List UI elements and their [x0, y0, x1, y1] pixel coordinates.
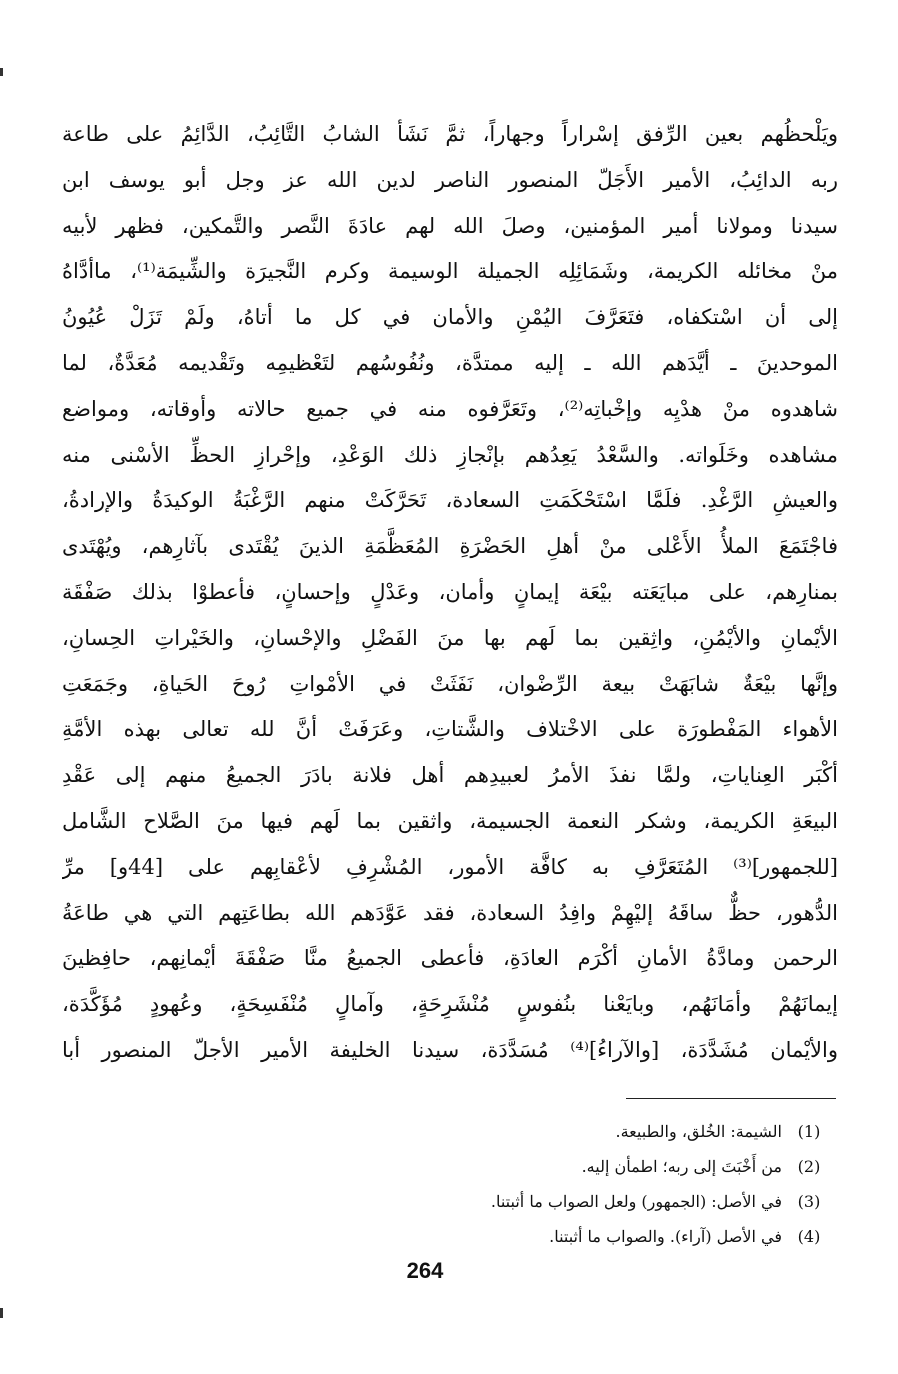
- footnote-item: [316, 1219, 836, 1254]
- scan-artifact: [0, 1308, 3, 1318]
- text-line: فاجْتَمَعَ الملأُ الأَعْلى منْ أهلِ الحَضْرَةِ المُعَظَّمَةِ الذينَ يُقْتَدى بآثارِهم، ويُهْتَدى: [62, 534, 838, 559]
- footnote-text: في الأصل (آراء). والصواب ما أثبتنا.: [549, 1227, 782, 1246]
- text-line: الموحدينَ ـ أيَّدَهم الله ـ إليه ممتدَّة، ونُفُوسُهم لتَعْظيمِه وتَقْديمه مُعَدَّةٌ، لما: [62, 350, 838, 375]
- scan-artifact: [0, 68, 3, 76]
- text-line: منْ مخائله الكريمة، وشَمَائِلِه الجميلة الوسيمة وكرم النَّجيرَة والشِّيمَة⁽¹⁾، ماأدَّاهُ: [62, 259, 838, 284]
- text-line: إلى أن اسْتكفاه، فتَعَرَّفَ اليُمْنِ والأمان في كل ما أتاهُ، ولَمْ تَزَلْ عُيُونُ: [62, 305, 838, 330]
- page-number: 264: [406, 1258, 444, 1283]
- text-line: البيعَةِ الكريمة، وشكر النعمة الجسيمة، واثقين بما لَهم فيها منَ الصَّلاح الشَّامل: [62, 808, 838, 833]
- text-line: والأيْمان مُشَدَّدَة، [والآراءُ]⁽⁴⁾ مُسَدَّدَة، سيدنا الخليفة الأمير الأجلّ المنصور أبا: [62, 1037, 838, 1062]
- main-text: [62, 112, 838, 1074]
- text-line: شاهدوه منْ هدْيِه وإخْباتِه⁽²⁾، وتَعَرَّفوه منه في جميع حالاته وأوقاته، ومواضع: [62, 396, 838, 421]
- text-line: الرحمن ومادَّةُ الأمانِ أكْرَم العادَةِ، فأعطى الجميعُ منَّا صَفْقَةَ أيْمانِهم، حافِظينَ: [62, 946, 838, 971]
- footnote-text: من أَخْبَتَ إلى ربه؛ اطمأن إليه.: [581, 1157, 782, 1176]
- footnotes: [316, 1114, 836, 1254]
- footnote-number: (3): [797, 1192, 821, 1211]
- text-line: والعيشِ الرَّغْدِ. فلَمَّا اسْتَحْكَمَتِ السعادة، تَحَرَّكَتْ منهم الرَّغْبَةُ الوكيدَةُ والإرادةُ،: [62, 488, 838, 513]
- footnote-text: في الأصل: (الجمهور) ولعل الصواب ما أثبتنا.: [490, 1192, 782, 1211]
- text-line: أكْبَر العِناياتِ، ولمَّا نفذَ الأمرُ لعبيدِهم أهل فلانة بادَرَ الجميعُ منهم إلى عَقْدِ: [62, 763, 838, 788]
- text-line: إيمانَهُمْ وأمَانَهُم، وبايَعْنا بنُفوسٍ مُنْشَرِحَةٍ، وآمالٍ مُنْفَسِحَةٍ، وعُهودٍ مُؤَكَّدَة،: [62, 992, 838, 1017]
- footnote-divider: [626, 1098, 836, 1099]
- footnote-number: (1): [797, 1122, 821, 1141]
- text-line: الأهواء المَفْطورَة على الاخْتلاف والشَّتاتِ، وعَرَفَتْ أنَّ لله تعالى بهذه الأمَّةِ: [62, 717, 838, 742]
- footnote-item: [316, 1149, 836, 1184]
- text-line: ربه الدائِبُ، الأمير الأَجَلّ المنصور الناصر لدين الله عز وجل أبو يوسف ابن: [62, 167, 838, 192]
- footnote-text: الشيمة: الخُلق، والطبيعة.: [615, 1122, 782, 1141]
- text-line: الدُّهور، حظٌّ ساقَهُ إليْهِمْ وافِدُ السعادة، فقد عَوَّدَهم الله بطاعَتِهم التي هي طاعَةُ: [62, 900, 838, 925]
- text-line: سيدنا ومولانا أمير المؤمنين، وصلَ الله لهم عادَةَ النَّصر والتَّمكين، فظهر لأبيه: [62, 213, 838, 238]
- text-line: الأيْمانِ والأيْمُنِ، واثِقين بما لَهم بها منَ الفَضْلِ والإحْسانِ، والخَيْراتِ الحِسانِ،: [62, 625, 838, 650]
- footnote-item: [316, 1114, 836, 1149]
- text-line: وإنَّها بيْعَةٌ شابَهَتْ بيعة الرِّضْوان، نَفَثَتْ في الأمْواتِ رُوحَ الحَياةِ، وجَمَعَتِ: [62, 671, 838, 696]
- text-line: [للجمهور]⁽³⁾ المُتَعَرَّفِ به كافَّة الأمور، المُشْرِفِ لأعْقابِهم على [44و] مرِّ: [62, 854, 838, 879]
- footnote-number: (4): [797, 1227, 821, 1246]
- text-line: مشاهده وخَلَواته. والسَّعْدُ يَعِدُهم بإنْجازِ ذلك الوَعْدِ، وإحْرازِ الحظِّ الأسْنى منه: [62, 442, 838, 467]
- footnote-number: (2): [797, 1157, 821, 1176]
- text-line: بمنارِهم، على مبايَعَته بيْعَة إيمانٍ وأمان، وعَدْلٍ وإحسانٍ، فأعطوْا بذلك صَفْقَة: [62, 579, 838, 604]
- text-line: ويَلْحظُهم بعين الرِّفق إسْراراً وجهاراً، ثمَّ نَشَأ الشابُ التَّائِبُ، الدَّائِمُ على طاعة: [62, 122, 838, 146]
- footnote-item: [316, 1184, 836, 1219]
